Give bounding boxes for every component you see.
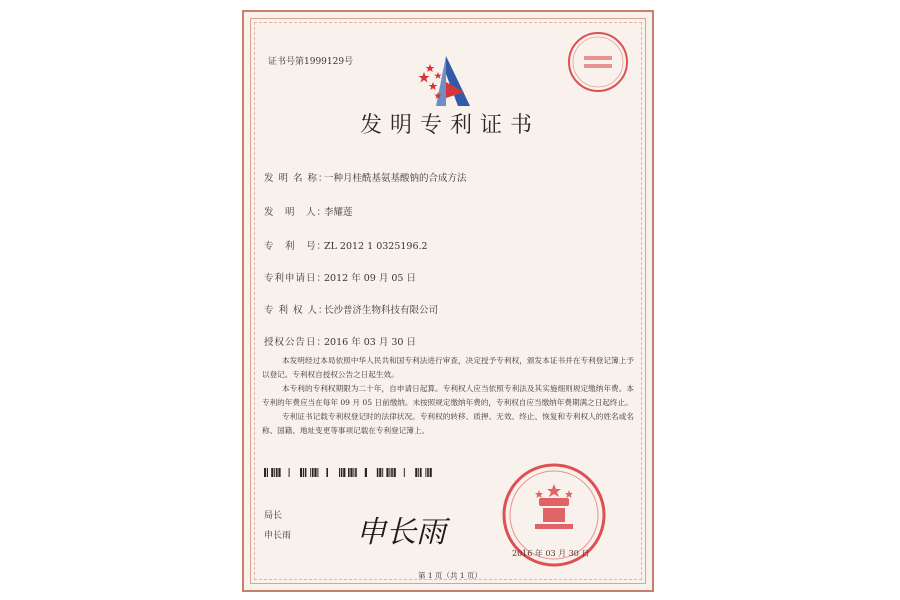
signature-text: 申长雨	[356, 515, 446, 550]
certificate-title: 发明专利证书	[359, 113, 540, 138]
patent-certificate	[242, 10, 654, 592]
issue-date: 2016 年 03 月 30 日	[512, 549, 590, 558]
agency-stamp-icon	[566, 30, 630, 94]
field-patent-number	[264, 238, 428, 252]
field-label: 专利申请日：	[264, 273, 328, 284]
field-application-date	[264, 270, 416, 284]
field-patentee	[264, 302, 438, 316]
field-label: 发 明 名 称：	[264, 173, 329, 184]
field-value: 李耀莲	[324, 207, 353, 218]
patent-office-emblem-icon	[416, 52, 480, 110]
body-paragraph: 专利证书记载专利权登记时的法律状况。专利权的转移、质押、无效、终止、恢复和专利权人的姓名或名称、国籍、地址变更等事项记载在专利登记簿上。	[262, 412, 634, 435]
field-value: 2016 年 03 月 30 日	[324, 337, 416, 348]
field-value: 长沙普济生物科技有限公司	[324, 305, 439, 316]
body-paragraph: 本发明经过本局依照中华人民共和国专利法进行审查，决定授予专利权，颁发本证书并在专利登记簿上予以登记。专利权自授权公告之日起生效。	[262, 356, 634, 379]
field-value: ZL 2012 1 0325196.2	[324, 241, 428, 252]
field-inventor	[264, 204, 353, 218]
barcode-icon	[264, 468, 434, 477]
field-label: 专 利 号：	[264, 241, 328, 252]
body-paragraph: 本专利的专利权期限为二十年，自申请日起算。专利权人应当依照专利法及其实施细则规定缴纳年费。本专利的年费应当在每年 09 月 05 日前缴纳。未按照规定缴纳年费的，专利权自应当缴纳年费期满之日起终止。	[262, 384, 634, 407]
director-signature	[352, 508, 462, 554]
field-value: 一种月桂酰基氨基酸钠的合成方法	[324, 173, 467, 184]
certificate-body	[262, 354, 634, 438]
director-title: 局长	[264, 511, 283, 521]
page-number: 第 1 页（共 1 页）	[417, 571, 483, 580]
field-value: 2012 年 09 月 05 日	[324, 273, 416, 284]
field-label: 发 明 人：	[264, 207, 328, 218]
field-label: 授权公告日：	[264, 337, 328, 348]
field-label: 专 利 权 人：	[264, 305, 329, 316]
director-name: 申长雨	[264, 531, 292, 541]
certificate-number: 证书号第1999129号	[268, 57, 354, 67]
field-grant-date	[264, 334, 416, 348]
field-invention-name	[264, 170, 467, 184]
